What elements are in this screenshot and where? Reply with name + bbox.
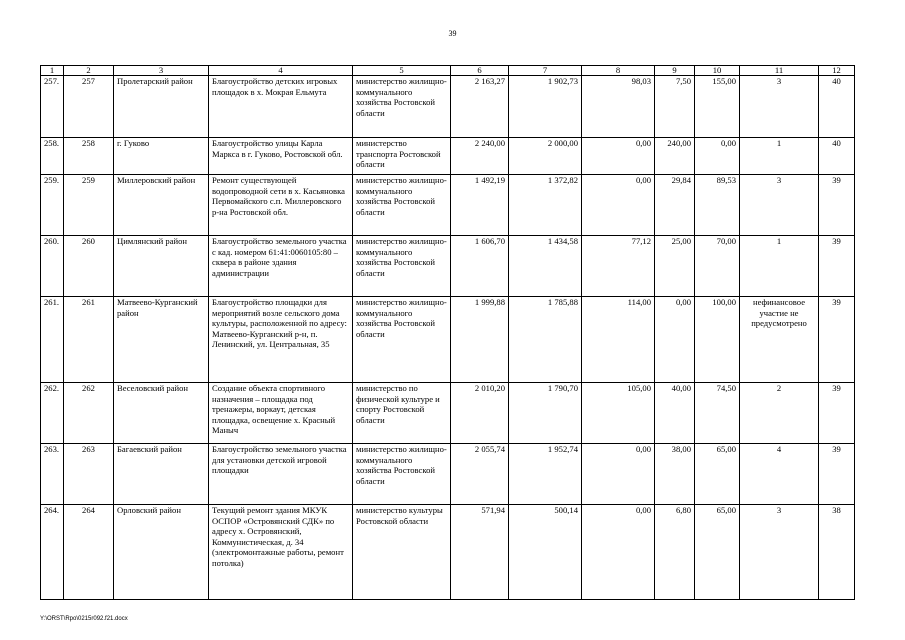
budget-amount: 1 434,58 — [509, 236, 582, 297]
project-description: Благоустройство улицы Карла Маркса в г. Гуково, Ростовской обл. — [209, 138, 353, 175]
local-amount: 0,00 — [582, 505, 655, 600]
row-number: 259 — [64, 175, 114, 236]
table-row — [41, 175, 855, 236]
column-number-row — [41, 66, 855, 76]
score: 39 — [819, 175, 855, 236]
sponsor-amount: 100,00 — [695, 297, 740, 383]
score: 39 — [819, 236, 855, 297]
project-description: Создание объекта спортивного назначения – площадка под тренажеры, воркаут, детская площадка, освещение х. Красный Маныч — [209, 383, 353, 444]
ministry: министерство жилищно-коммунального хозяйства Ростовской области — [353, 175, 451, 236]
row-index: 262. — [41, 383, 64, 444]
column-number: 1 — [41, 66, 64, 76]
local-amount: 0,00 — [582, 138, 655, 175]
table-row — [41, 297, 855, 383]
score: 39 — [819, 297, 855, 383]
municipality: Пролетарский район — [114, 76, 209, 138]
project-description: Ремонт существующей водопроводной сети в х. Касьяновка Первомайского с.п. Миллеровского р-на Ростовской обл. — [209, 175, 353, 236]
non-financial-participation: 1 — [740, 138, 819, 175]
total-cost: 2 163,27 — [451, 76, 509, 138]
budget-amount: 500,14 — [509, 505, 582, 600]
total-cost: 1 999,88 — [451, 297, 509, 383]
budget-amount: 1 785,88 — [509, 297, 582, 383]
budget-amount: 1 952,74 — [509, 444, 582, 505]
table-row — [41, 505, 855, 600]
local-amount: 98,03 — [582, 76, 655, 138]
project-description: Благоустройство площадки для мероприятий возле сельского дома культуры, расположенной по адресу: Матвеево-Курганский р-н, п. Ленинский, ул. Центральная, 35 — [209, 297, 353, 383]
score: 39 — [819, 383, 855, 444]
row-number: 262 — [64, 383, 114, 444]
ministry: министерство жилищно-коммунального хозяйства Ростовской области — [353, 76, 451, 138]
project-description: Благоустройство детских игровых площадок в х. Мокрая Ельмута — [209, 76, 353, 138]
municipality: Цимлянский район — [114, 236, 209, 297]
non-financial-participation: 1 — [740, 236, 819, 297]
project-description: Благоустройство земельного участка с кад. номером 61:41:0060105:80 – сквера в районе здания администрации — [209, 236, 353, 297]
column-number: 11 — [740, 66, 819, 76]
citizen-amount: 25,00 — [655, 236, 695, 297]
local-amount: 0,00 — [582, 444, 655, 505]
ministry: министерство культуры Ростовской области — [353, 505, 451, 600]
column-number: 2 — [64, 66, 114, 76]
table-row — [41, 76, 855, 138]
sponsor-amount: 65,00 — [695, 505, 740, 600]
local-amount: 105,00 — [582, 383, 655, 444]
total-cost: 2 055,74 — [451, 444, 509, 505]
column-number: 10 — [695, 66, 740, 76]
local-amount: 77,12 — [582, 236, 655, 297]
column-number: 4 — [209, 66, 353, 76]
ministry: министерство жилищно-коммунального хозяйства Ростовской области — [353, 236, 451, 297]
table-row — [41, 236, 855, 297]
row-number: 264 — [64, 505, 114, 600]
sponsor-amount: 74,50 — [695, 383, 740, 444]
column-number: 7 — [509, 66, 582, 76]
total-cost: 2 240,00 — [451, 138, 509, 175]
sponsor-amount: 0,00 — [695, 138, 740, 175]
citizen-amount: 7,50 — [655, 76, 695, 138]
sponsor-amount: 155,00 — [695, 76, 740, 138]
municipality: Матвеево-Курганский район — [114, 297, 209, 383]
citizen-amount: 0,00 — [655, 297, 695, 383]
sponsor-amount: 89,53 — [695, 175, 740, 236]
ministry: министерство жилищно-коммунального хозяйства Ростовской области — [353, 297, 451, 383]
municipality: Орловский район — [114, 505, 209, 600]
column-number: 3 — [114, 66, 209, 76]
projects-table — [40, 65, 855, 600]
table-row — [41, 138, 855, 175]
row-index: 260. — [41, 236, 64, 297]
local-amount: 114,00 — [582, 297, 655, 383]
non-financial-participation: 3 — [740, 505, 819, 600]
project-description: Благоустройство земельного участка для установки детской игровой площадки — [209, 444, 353, 505]
column-number: 12 — [819, 66, 855, 76]
column-number: 9 — [655, 66, 695, 76]
table-row — [41, 383, 855, 444]
total-cost: 571,94 — [451, 505, 509, 600]
budget-amount: 1 372,82 — [509, 175, 582, 236]
ministry: министерство транспорта Ростовской области — [353, 138, 451, 175]
row-number: 261 — [64, 297, 114, 383]
row-number: 260 — [64, 236, 114, 297]
page-number: 39 — [448, 29, 457, 38]
score: 40 — [819, 138, 855, 175]
non-financial-participation: 3 — [740, 175, 819, 236]
row-number: 258 — [64, 138, 114, 175]
row-index: 258. — [41, 138, 64, 175]
municipality: Миллеровский район — [114, 175, 209, 236]
citizen-amount: 29,84 — [655, 175, 695, 236]
municipality: Веселовский район — [114, 383, 209, 444]
budget-amount: 2 000,00 — [509, 138, 582, 175]
score: 39 — [819, 444, 855, 505]
row-number: 263 — [64, 444, 114, 505]
score: 40 — [819, 76, 855, 138]
total-cost: 1 606,70 — [451, 236, 509, 297]
local-amount: 0,00 — [582, 175, 655, 236]
citizen-amount: 240,00 — [655, 138, 695, 175]
sponsor-amount: 70,00 — [695, 236, 740, 297]
table-row — [41, 444, 855, 505]
row-index: 264. — [41, 505, 64, 600]
project-description: Текущий ремонт здания МКУК ОСПОР «Островянский СДК» по адресу х. Островянский, Коммунистическая, д. 34 (электромонтажные работы, ремонт потолка) — [209, 505, 353, 600]
non-financial-participation: 3 — [740, 76, 819, 138]
total-cost: 1 492,19 — [451, 175, 509, 236]
budget-amount: 1 902,73 — [509, 76, 582, 138]
non-financial-participation: 4 — [740, 444, 819, 505]
municipality: г. Гуково — [114, 138, 209, 175]
document-path: Y:\ORST\Rpo\0215r092.f21.docx — [40, 616, 128, 622]
non-financial-participation: 2 — [740, 383, 819, 444]
citizen-amount: 38,00 — [655, 444, 695, 505]
row-index: 257. — [41, 76, 64, 138]
row-index: 263. — [41, 444, 64, 505]
ministry: министерство жилищно-коммунального хозяйства Ростовской области — [353, 444, 451, 505]
ministry: министерство по физической культуре и спорту Ростовской области — [353, 383, 451, 444]
row-number: 257 — [64, 76, 114, 138]
budget-amount: 1 790,70 — [509, 383, 582, 444]
total-cost: 2 010,20 — [451, 383, 509, 444]
row-index: 259. — [41, 175, 64, 236]
citizen-amount: 40,00 — [655, 383, 695, 444]
column-number: 8 — [582, 66, 655, 76]
sponsor-amount: 65,00 — [695, 444, 740, 505]
row-index: 261. — [41, 297, 64, 383]
column-number: 5 — [353, 66, 451, 76]
column-number: 6 — [451, 66, 509, 76]
score: 38 — [819, 505, 855, 600]
non-financial-participation: нефинансовое участие не предусмотрено — [740, 297, 819, 383]
municipality: Багаевский район — [114, 444, 209, 505]
citizen-amount: 6,80 — [655, 505, 695, 600]
